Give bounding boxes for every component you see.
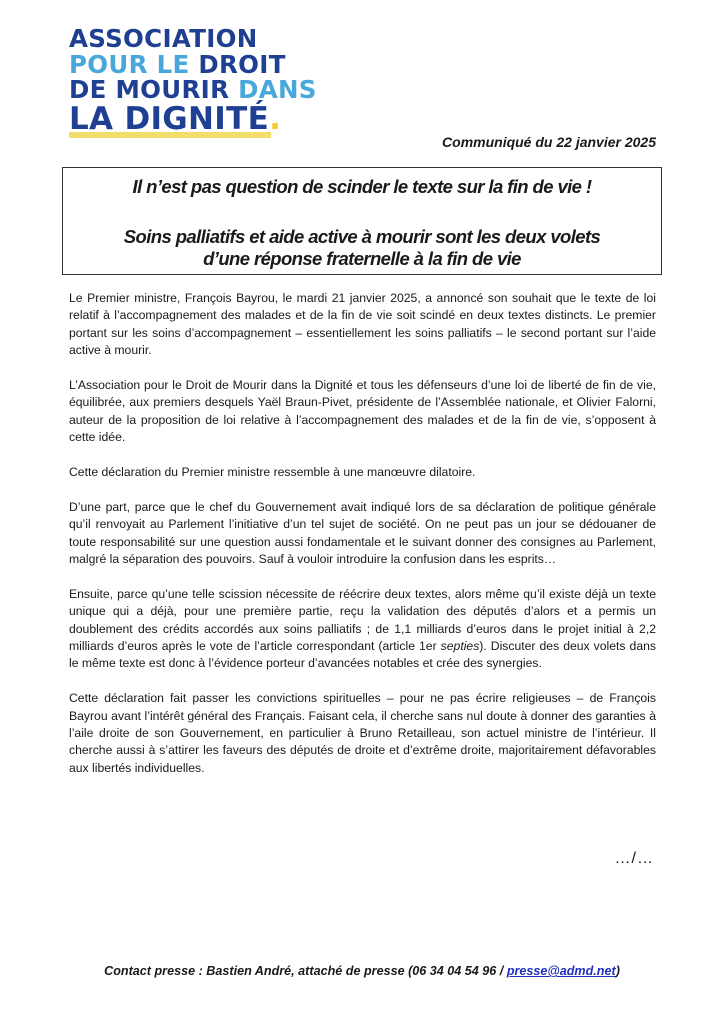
subheadline-line-2: d’une réponse fraternelle à la fin de vie [203,248,521,269]
title-box [62,167,662,275]
association-logo [69,24,317,137]
subheadline-line-1: Soins palliatifs et aide active à mourir sont les deux volets [123,226,601,247]
communique-date: Communiqué du 22 janvier 2025 [442,134,656,150]
logo-pour-le: POUR LE [69,49,190,79]
paragraph-6: Cette déclaration fait passer les convictions spirituelles – pour ne pas écrire religieuses – de François Bayrou avant l’intérêt général des Français. Faisant cela, il cherche sans nul doute à donner des garanties à l’aile droite de son Gouvernement, en particulier à Bruno Retailleau, son actuel ministre de l’intérieur. Il cherche aussi à s’attirer les faveurs des députés de droite et d’extrême droite, majoritairement défavorables aux libertés individuelles. [69,691,656,775]
paragraph-5-start: Ensuite, parce qu’une telle scission nécessite de réécrire deux textes, alors même qu’il existe déjà un texte unique qui a déjà, pour une première partie, reçu la validation des députés d’alors et a permis un doublement des crédits accordés aux soins palliatifs ; de 1,1 milliards d’euros dans le projet initial à 2,2 milliards d’euros après le vote de l’article correspondant (article 1er [69,586,656,654]
press-contact-close: ) [615,964,620,978]
logo-la-dignite: LA DIGNITÉ [69,100,270,137]
paragraph-4: D’une part, parce que le chef du Gouvernement avait indiqué lors de sa déclaration de politique générale qu’il renvoyait au Parlement l’initiative d’un tel sujet de société. On ne peut pas un jour se dédouaner de toute responsabilité sur une question aussi fondamentale et le suivant donner des consignes au Parlement, malgré la séparation des pouvoirs. Sauf à vouloir introduire la confusion dans les esprits… [69,499,656,567]
continuation-mark: …/… [614,850,654,867]
subheadline [63,226,661,270]
press-contact [0,964,724,978]
paragraph-5-septies: septies [440,639,480,654]
logo-dot: . [269,100,282,137]
logo-dans: DANS [238,75,317,104]
logo-de-mourir: DE MOURIR [69,75,230,104]
paragraph-2: L’Association pour le Droit de Mourir dans la Dignité et tous les défenseurs d’une loi de liberté de fin de vie, équilibrée, aux premiers desquels Yaël Braun-Pivet, présidente de l’Assemblée nationale, et Olivier Falorni, auteur de la proposition de loi relative à l’accompagnement des malades et de la fin de vie, s’opposent à cette idée. [69,378,656,445]
logo-line-4 [69,100,282,137]
press-email-link[interactable]: presse@admd.net [506,964,616,978]
paragraph-5-end: ). Discuter des deux volets dans le même texte est donc à l’évidence porteur d’avancées notables et crée des synergies. [69,639,656,671]
logo-line-2 [69,49,286,79]
logo-droit: DROIT [198,49,286,79]
paragraph-3: Cette déclaration du Premier ministre ressemble à une manœuvre dilatoire. [69,465,476,480]
logo-line-1: ASSOCIATION [69,24,258,53]
logo-line-3 [69,75,317,104]
headline: Il n’est pas question de scinder le texte sur la fin de vie ! [132,176,592,197]
paragraph-5 [69,586,656,673]
press-release-body [69,290,656,795]
paragraph-1: Le Premier ministre, François Bayrou, le mardi 21 janvier 2025, a annoncé son souhait que le texte de loi relatif à l’accompagnement des malades et de la fin de vie soit scindé en deux textes distincts. Le premier portant sur les soins d’accompagnement – essentiellement les soins palliatifs – le second portant sur l’aide active à mourir. [69,291,656,358]
press-contact-text: Contact presse : Bastien André, attaché de presse (06 34 04 54 96 / [104,964,507,978]
